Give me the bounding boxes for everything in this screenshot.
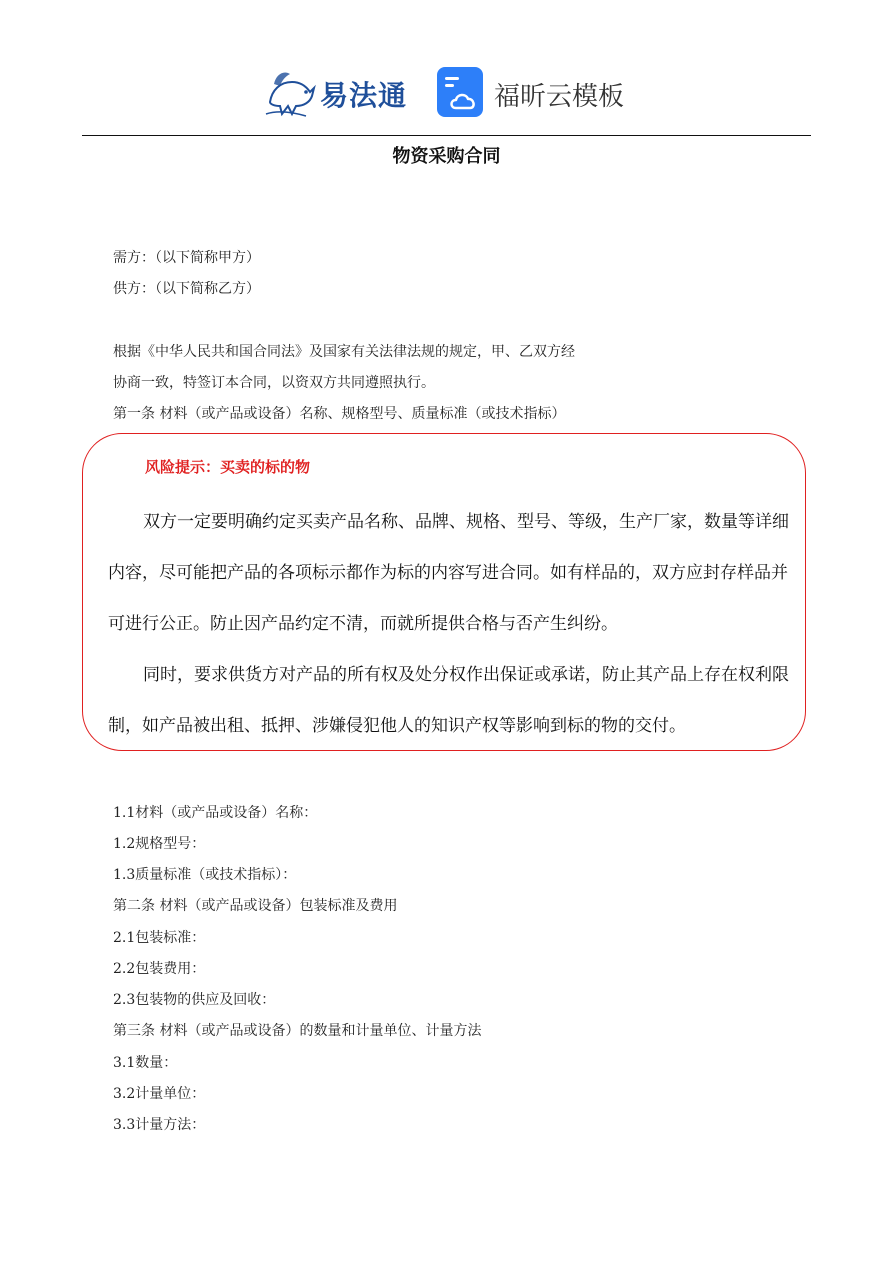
risk-notice-box (82, 433, 806, 751)
qilin-mascot-icon (262, 62, 322, 122)
clause-item: 2.2包装费用： (113, 961, 206, 977)
risk-notice-line: 同时，要求供货方对产品的所有权及处分权作出保证或承诺，防止其产品上存在权利限 (143, 665, 789, 685)
risk-notice-line: 制，如产品被出租、抵押、涉嫌侵犯他人的知识产权等影响到标的物的交付。 (108, 716, 686, 736)
clause-heading: 第一条 材料（或产品或设备）名称、规格型号、质量标准（或技术指标） (113, 406, 566, 422)
cloud-document-icon (436, 66, 484, 118)
risk-notice-line: 内容，尽可能把产品的各项标示都作为标的内容写进合同。如有样品的，双方应封存样品并 (108, 563, 788, 583)
clause-item: 1.2规格型号： (113, 836, 206, 852)
logo-right-text: 福昕云模板 (494, 82, 625, 112)
risk-notice-line: 可进行公正。防止因产品约定不清，而就所提供合格与否产生纠纷。 (108, 614, 618, 634)
intro-line: 根据《中华人民共和国合同法》及国家有关法律法规的规定，甲、乙双方经 (113, 344, 575, 360)
clause-heading: 第三条 材料（或产品或设备）的数量和计量单位、计量方法 (113, 1023, 482, 1039)
risk-notice-title: 风险提示：买卖的标的物 (145, 458, 311, 476)
clause-item: 1.3质量标准（或技术指标）： (113, 867, 297, 883)
document-title: 物资采购合同 (392, 146, 501, 167)
logo-left-text: 易法通 (320, 79, 408, 112)
clause-item: 3.2计量单位： (113, 1086, 206, 1102)
yifatong-logo (262, 62, 412, 124)
clause-heading: 第二条 材料（或产品或设备）包装标准及费用 (113, 898, 398, 914)
fuxin-logo (436, 66, 636, 118)
intro-line: 协商一致，特签订本合同，以资双方共同遵照执行。 (113, 375, 435, 391)
party-demander: 需方：（以下简称甲方） (113, 250, 260, 266)
header (0, 56, 893, 126)
clause-item: 2.1包装标准： (113, 930, 206, 946)
clause-item: 3.3计量方法： (113, 1117, 206, 1133)
clause-item: 1.1材料（或产品或设备）名称： (113, 805, 318, 821)
clause-item: 3.1数量： (113, 1055, 178, 1071)
risk-notice-line: 双方一定要明确约定买卖产品名称、品牌、规格、型号、等级，生产厂家，数量等详细 (143, 512, 789, 532)
party-supplier: 供方：（以下简称乙方） (113, 281, 260, 297)
clause-item: 2.3包装物的供应及回收： (113, 992, 276, 1008)
header-divider (82, 135, 811, 136)
